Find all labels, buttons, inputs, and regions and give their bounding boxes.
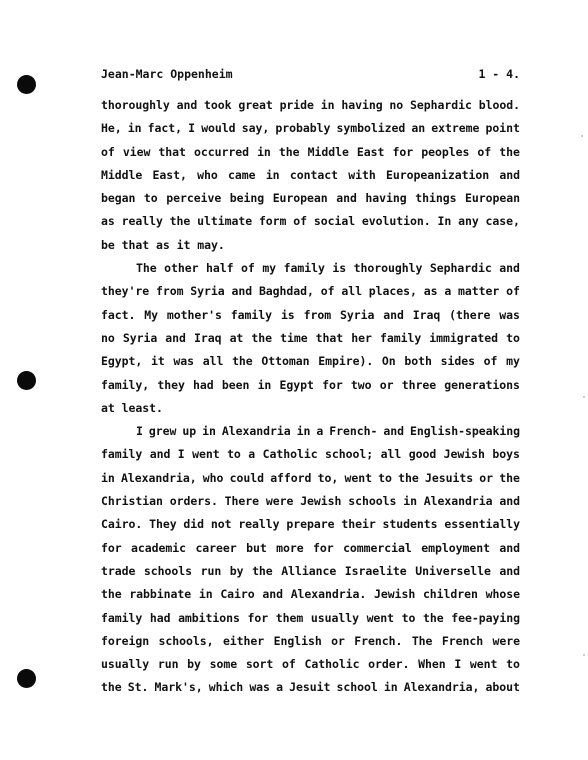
text-line: The other half of my family is thoroughly Sephardic and [136, 261, 520, 276]
text-line: thoroughly and took great pride in having no Sephardic blood. [101, 98, 520, 112]
text-line: Middle East, who came in contact with Europeanization and [101, 167, 520, 182]
text-line: in Alexandria, who could afford to, went to the Jesuits or the [101, 470, 520, 485]
punch-hole [17, 371, 36, 390]
text-line: be that as it may. [101, 237, 225, 252]
text-line: I grew up in Alexandria in a French- and English-speaking [136, 424, 520, 439]
text-line: they're from Syria and Baghdad, of all places, as a matter of [101, 284, 520, 299]
text-line: He, in fact, I would say, probably symbolized an extreme point [101, 121, 520, 136]
text-line: family and I went to a Catholic school; all good Jewish boys [101, 447, 520, 462]
paper-speck [581, 135, 583, 137]
punch-hole [17, 669, 36, 688]
paper-speck [583, 654, 585, 656]
text-line: Egypt, it was all the Ottoman Empire). On both sides of my [101, 354, 520, 369]
text-line: as really the ultimate form of social evolution. In any case, [101, 214, 520, 229]
page-header [101, 67, 520, 83]
paper-speck [583, 396, 585, 398]
text-line: the St. Mark's, which was a Jesuit school in Alexandria, about [101, 680, 520, 695]
text-line: no Syria and Iraq at the time that her family immigrated to [101, 330, 520, 345]
header-page-number: 1 - 4. [478, 67, 520, 81]
text-line: trade schools run by the Alliance Israelite Universelle and [101, 563, 520, 578]
punch-hole [17, 75, 36, 94]
text-line: foreign schools, either English or French. The French were [101, 633, 520, 648]
body-text [101, 94, 520, 700]
text-line: usually run by some sort of Catholic order. When I went to [101, 657, 520, 672]
text-line: Cairo. They did not really prepare their students essentially [101, 517, 520, 532]
text-line: of view that occurred in the Middle East for peoples of the [101, 144, 520, 159]
text-line: began to perceive being European and having things European [101, 191, 520, 206]
text-line: family, they had been in Egypt for two or three generations [101, 377, 520, 392]
text-line: at least. [101, 400, 163, 415]
text-line: Christian orders. There were Jewish schools in Alexandria and [101, 494, 520, 509]
text-line: family had ambitions for them usually went to the fee-paying [101, 610, 520, 625]
text-line: for academic career but more for commercial employment and [101, 540, 520, 555]
text-line: the rabbinate in Cairo and Alexandria. Jewish children whose [101, 587, 520, 602]
text-line: fact. My mother's family is from Syria and Iraq (there was [101, 307, 520, 322]
header-author: Jean-Marc Oppenheim [101, 67, 233, 81]
